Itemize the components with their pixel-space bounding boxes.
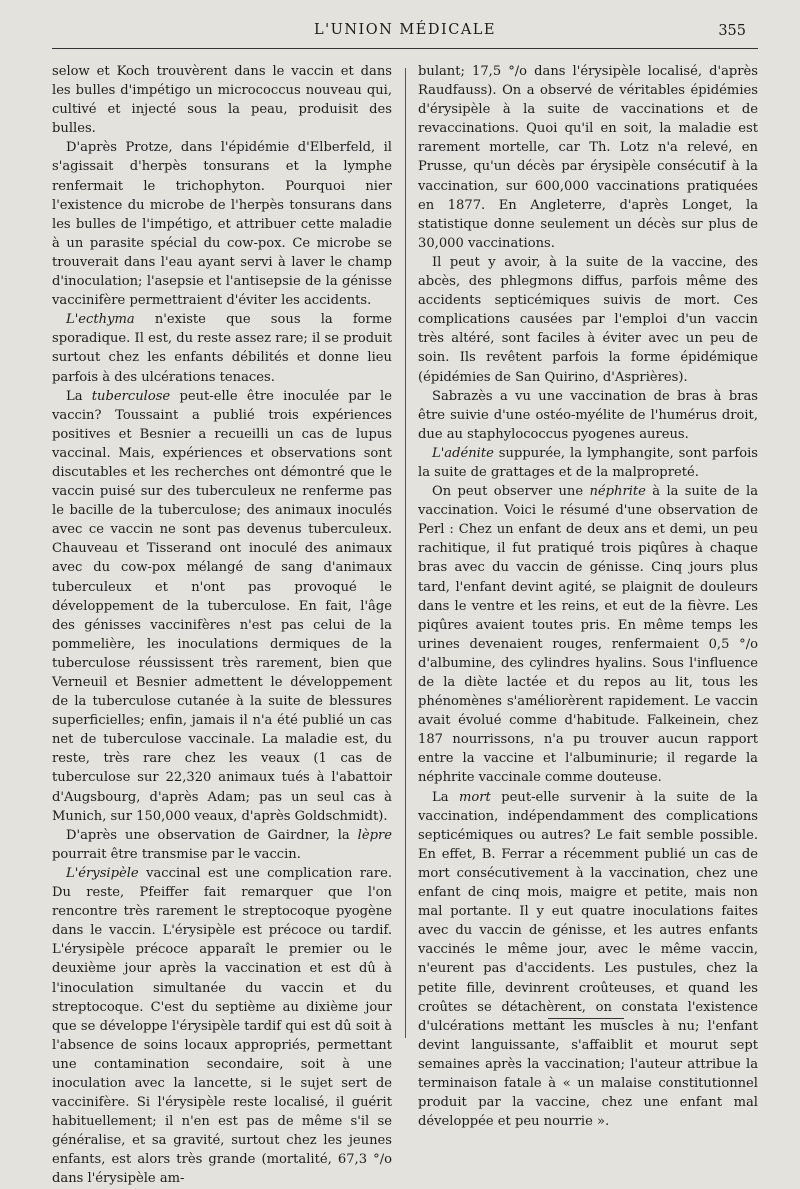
paragraph: selow et Koch trouvèrent dans le vaccin et dans les bulles d'impétigo un micrococcus nouveau qui, cultivé et injecté sous la peau, produisit des bulles. xyxy=(52,64,392,137)
left-column xyxy=(52,62,392,1189)
paragraph-text: On peut observer une xyxy=(432,484,590,500)
paragraph-text: D'après une observation de Gairdner, la xyxy=(66,827,358,843)
italic-term: L'ecthyma xyxy=(66,312,135,328)
paragraph-text: pourrait être transmise par le vaccin. xyxy=(52,846,301,862)
paragraph: D'après Protze, dans l'épidémie d'Elberfeld, il s'agissait d'herpès tonsurans et la lymphe renfermait le trichophyton. Pourquoi nier l'existence du microbe de l'herpès tonsurans dans les bulles de l'impétigo, et attribuer cette maladie à un parasite spécial du cow-pox. Ce microbe se trouverait dans l'eau ayant servi à laver le champ d'inoculation; l'asepsie et l'antisepsie de la génisse vaccinifère permettraient d'éviter les accidents. xyxy=(52,140,392,309)
paragraph: Il peut y avoir, à la suite de la vaccine, des abcès, des phlegmons diffus, parfois même des accidents septicémiques suivis de mort. Ces complications causées par l'emploi d'un vaccin très altéré, sont faciles à éviter avec un peu de soin. Ils revêtent parfois la forme épidémique (épidémies de San Quirino, d'Asprières). xyxy=(418,254,758,385)
column-divider xyxy=(405,68,406,1038)
paragraph-text: à la suite de la vaccination. Voici le résumé d'une observation de Perl : Chez un enfant de deux ans et demi, un peu rachitique, il fut pratiqué trois piqûres à chaque bras avec du vaccin de génisse. Cinq jours plus tard, l'enfant devint agité, se plaignit de douleurs dans le ventre et les reins, et eut de la fièvre. Les piqûres avaient toutes pris. En même temps les urines devenaient rouges, renfermaient 0,5 °/o d'albumine, des cylindres hyalins. Sous l'influence de la diète lactée et du repos au lit, tous les phénomènes s'améliorèrent rapidement. Le vaccin avait évolué comme d'habitude. Falkeinein, chez 187 nourrissons, n'a pu trouver aucun rapport entre la vaccine et l'albuminurie; il regarde la néphrite vaccinale comme douteuse. xyxy=(418,484,758,786)
paragraph xyxy=(52,864,392,1189)
running-title: L'UNION MÉDICALE xyxy=(314,22,496,38)
paragraph-text: La xyxy=(66,388,92,404)
paragraph: Sabrazès a vu une vaccination de bras à bras être suivie d'une ostéo-myélite de l'humérus droit, due au staphylococcus pyogenes aureus. xyxy=(418,388,758,442)
paragraph-text: peut-elle être inoculée par le vaccin? Toussaint a publié trois expériences positives et Besnier a recueilli un cas de lupus vaccinal. Mais, expériences et observations sont discutables et les recherches ont démontré que le vaccin puisé sur des tuberculeux ne renferme pas le bacille de la tuberculose; des animaux inoculés avec ce vaccin ne sont pas devenus tuberculeux. Chauveau et Tisserand ont inoculé des animaux avec du cow-pox mélangé de sang d'animaux tuberculeux et n'ont pas provoqué le développement de la tuberculose. En fait, l'âge des génisses vaccinifères n'est pas celui de la pommelière, les inoculations dermiques de la tuberculose réussissent très rarement, bien que Verneuil et Besnier admettent le développement de la tuberculose cutanée à la suite de blessures superficielles; enfin, jamais il n'a été publié un cas net de tuberculose vaccinale. La maladie est, du reste, très rare chez les veaux (1 cas de tuberculose sur 22,320 animaux tués à l'abattoir d'Augsbourg, d'après Adam; pas un seul cas à Munich, sur 150,000 veaux, d'après Goldschmidt). xyxy=(52,388,392,824)
paragraph-text: vaccinal est une complication rare. Du reste, Pfeiffer fait remarquer que l'on rencontre très rarement le streptocoque pyogène dans le vaccin. L'érysipèle est précoce ou tardif. L'érysipèle précoce apparaît le premier ou le deuxième jour après la vaccination et est dû à l'inoculation simultanée du vaccin et du streptocoque. C'est du septième au dixième jour que se développe l'érysipèle tardif qui est dû soit à l'absence de soins locaux appropriés, permettant une contamination secondaire, soit à une inoculation avec la lancette, si le sujet sert de vaccinifère. Si l'érysipèle reste localisé, il guérit habituellement; il n'en est pas de même s'il se généralise, et sa gravité, surtout chez les jeunes enfants, est alors très grande (mortalité, 67,3 °/o dans l'érysipèle am- xyxy=(52,865,392,1187)
italic-term: lèpre xyxy=(357,827,392,843)
paragraph xyxy=(52,387,392,826)
paragraph xyxy=(52,310,392,386)
paragraph: bulant; 17,5 °/o dans l'érysipèle localisé, d'après Raudfauss). On a observé de véritables épidémies d'érysipèle à la suite de vaccinations et de revaccinations. Quoi qu'il en soit, la maladie est rarement mortelle, car Th. Lotz n'a relevé, en Prusse, qu'un décès par érysipèle consécutif à la vaccination, sur 600,000 vaccinations pratiquées en 1877. En Angleterre, d'après Longet, la statistique donne seulement un décès sur plus de 30,000 vaccinations. xyxy=(418,64,758,251)
page-number: 355 xyxy=(718,23,746,39)
italic-term: L'érysipèle xyxy=(66,865,139,881)
right-column xyxy=(418,62,758,1131)
paragraph-text: suppurée, la lymphangite, sont parfois la suite de grattages et de la malpropreté. xyxy=(418,445,758,480)
italic-term: néphrite xyxy=(589,484,646,500)
end-rule xyxy=(548,1018,624,1019)
paragraph xyxy=(418,444,758,482)
paragraph-text: La xyxy=(432,789,459,805)
paragraph-text: peut-elle survenir à la suite de la vaccination, indépendamment des complications septicémiques ou autres? Le fait semble possible. En effet, B. Ferrar a récemment publié un cas de mort consécutivement à la vaccination, chez une enfant de cinq mois, maigre et petite, mais non mal portante. Il y eut quatre inoculations faites avec du vaccin de génisse, et les autres enfants vaccinés le même jour, avec le même vaccin, n'eurent pas d'accidents. Les pustules, chez la petite fille, devinrent croûteuses, et quand les croûtes se détachèrent, on constata l'existence d'ulcérations mettant les muscles à nu; l'enfant devint languissante, s'affaiblit et mourut sept semaines après la vaccination; l'auteur attribue la terminaison fatale à « un malaise constitutionnel produit par la vaccine, chez une enfant mal développée et peu nourrie ». xyxy=(418,789,758,1130)
italic-term: mort xyxy=(458,789,491,805)
paragraph-text: n'existe que sous la forme sporadique. Il est, du reste assez rare; il se produit surtout chez les enfants débilités et donne lieu parfois à des ulcérations tenaces. xyxy=(52,312,392,385)
page-header xyxy=(50,18,760,46)
italic-term: tuberculose xyxy=(91,388,171,404)
italic-term: L'adénite xyxy=(432,445,494,461)
paragraph xyxy=(52,826,392,864)
header-rule xyxy=(52,48,758,49)
paragraph xyxy=(418,482,758,788)
